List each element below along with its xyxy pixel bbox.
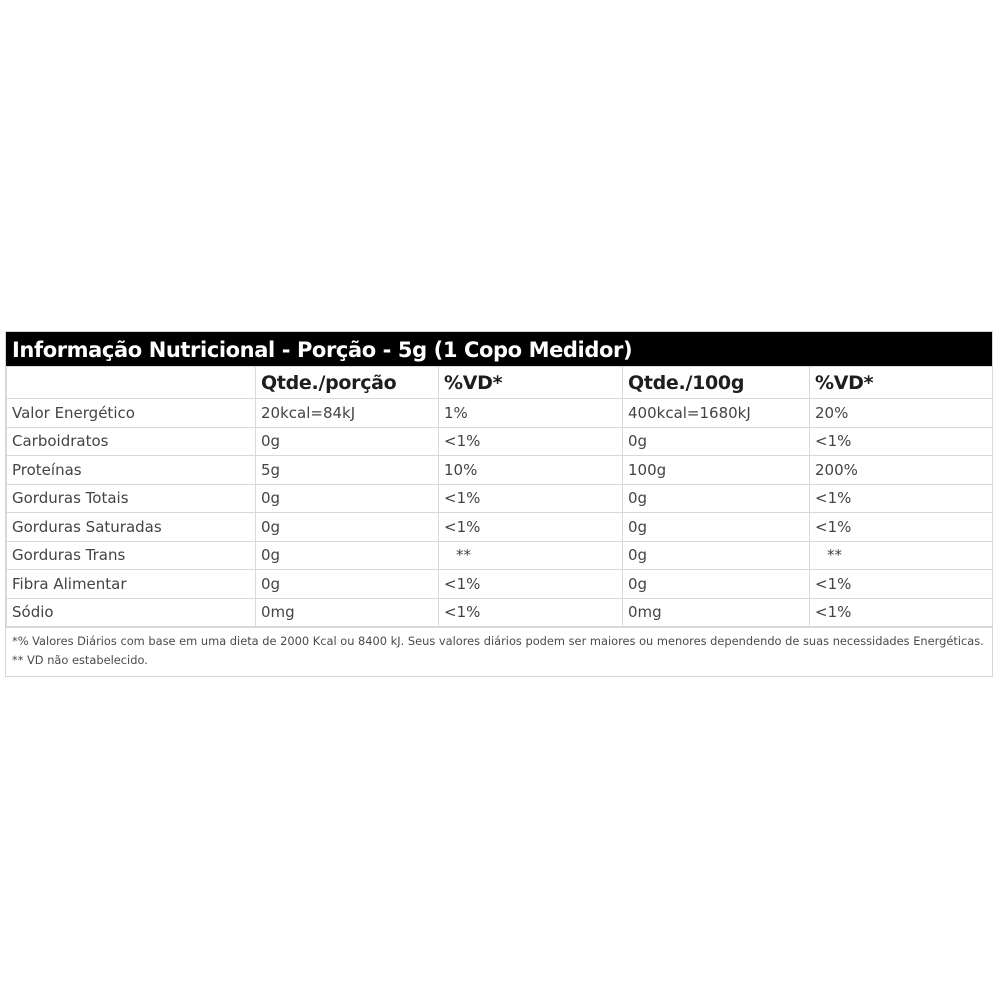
vd-portion: ** [439,541,623,570]
qty-portion: 5g [256,456,439,485]
table-header-row [7,367,993,399]
vd-portion: <1% [439,598,623,627]
nutrition-table [6,366,993,627]
qty-portion: 0g [256,484,439,513]
vd-100g: 20% [810,399,993,428]
table-row [7,427,993,456]
qty-portion: 0mg [256,598,439,627]
nutrient-name: Fibra Alimentar [7,570,256,599]
table-row [7,399,993,428]
vd-100g: <1% [810,513,993,542]
qty-portion: 20kcal=84kJ [256,399,439,428]
header-qty-portion: Qtde./porção [256,367,439,399]
vd-portion: <1% [439,427,623,456]
qty-100g: 0g [623,570,810,599]
qty-portion: 0g [256,541,439,570]
nutrient-name: Proteínas [7,456,256,485]
nutrition-facts-panel [5,331,993,677]
vd-portion: <1% [439,484,623,513]
qty-portion: 0g [256,427,439,456]
table-row [7,598,993,627]
nutrient-name: Sódio [7,598,256,627]
vd-100g: <1% [810,570,993,599]
vd-100g: <1% [810,484,993,513]
qty-100g: 0g [623,484,810,513]
table-row [7,570,993,599]
qty-100g: 0g [623,541,810,570]
qty-100g: 400kcal=1680kJ [623,399,810,428]
nutrient-name: Gorduras Totais [7,484,256,513]
nutrient-name: Carboidratos [7,427,256,456]
vd-100g: <1% [810,598,993,627]
table-row [7,484,993,513]
table-row [7,541,993,570]
table-row [7,456,993,485]
vd-portion: 10% [439,456,623,485]
qty-portion: 0g [256,513,439,542]
vd-portion: <1% [439,570,623,599]
vd-100g: 200% [810,456,993,485]
qty-100g: 0mg [623,598,810,627]
nutrient-name: Gorduras Saturadas [7,513,256,542]
vd-portion: <1% [439,513,623,542]
qty-100g: 0g [623,427,810,456]
qty-100g: 0g [623,513,810,542]
header-nutrient [7,367,256,399]
nutrition-title: Informação Nutricional - Porção - 5g (1 Copo Medidor) [6,332,992,366]
vd-portion: 1% [439,399,623,428]
vd-100g: <1% [810,427,993,456]
header-vd-100g: %VD* [810,367,993,399]
header-qty-100g: Qtde./100g [623,367,810,399]
header-vd-portion: %VD* [439,367,623,399]
nutrient-name: Valor Energético [7,399,256,428]
qty-100g: 100g [623,456,810,485]
nutrient-name: Gorduras Trans [7,541,256,570]
qty-portion: 0g [256,570,439,599]
daily-values-footnote: *% Valores Diários com base em uma dieta de 2000 Kcal ou 8400 kJ. Seus valores diários podem ser maiores ou menores dependendo de suas necessidades Energéticas. ** VD não estabelecido. [6,627,992,676]
table-row [7,513,993,542]
vd-100g: ** [810,541,993,570]
